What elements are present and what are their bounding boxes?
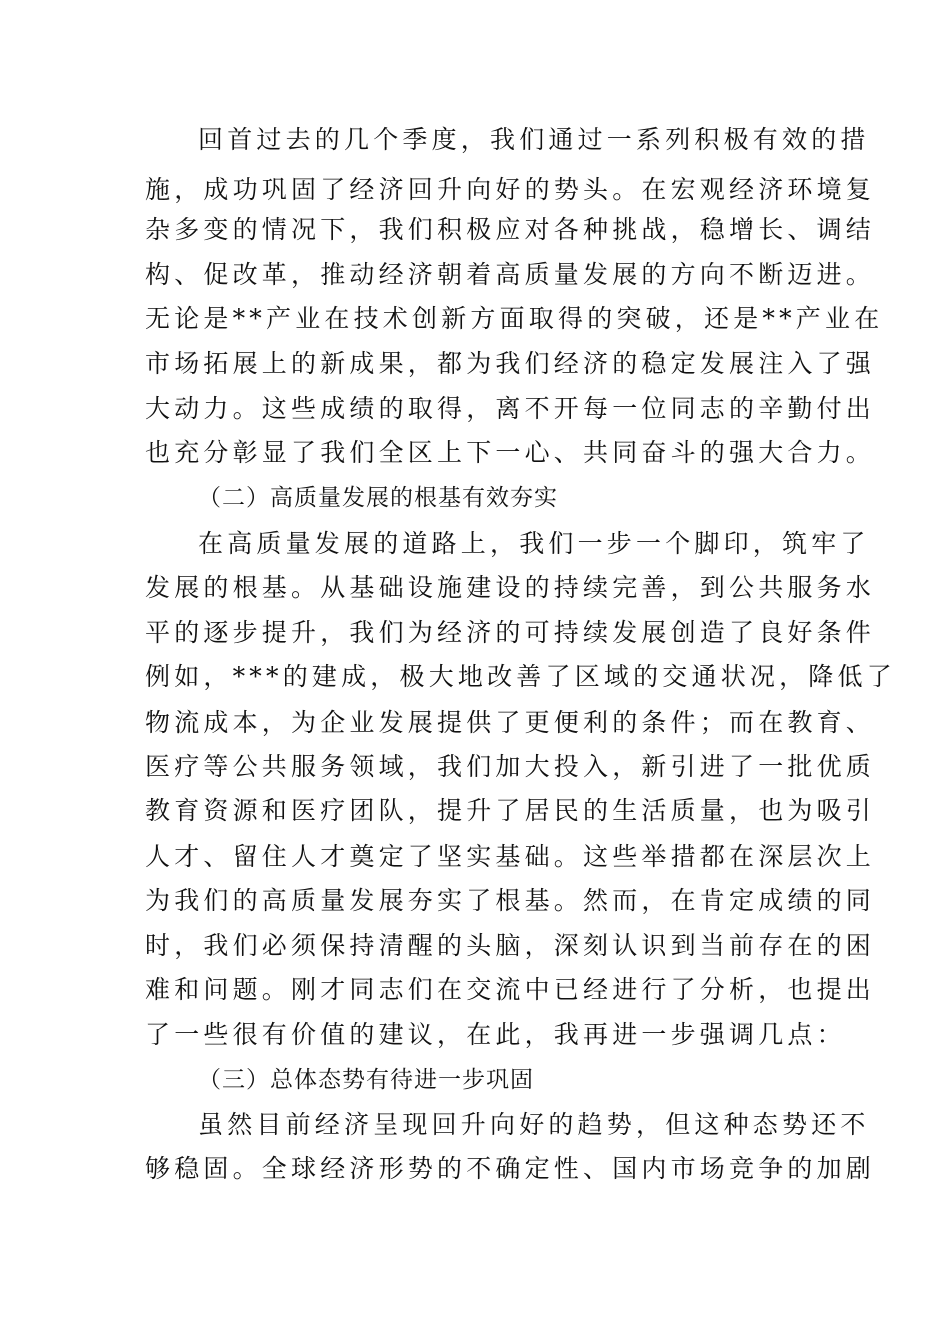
paragraph-line: 够稳固。全球经济形势的不确定性、国内市场竞争的加剧 bbox=[145, 1154, 876, 1183]
paragraph-line: 回首过去的几个季度，我们通过一系列积极有效的措 bbox=[198, 125, 870, 154]
paragraph-line: 虽然目前经济呈现回升向好的趋势，但这种态势还不 bbox=[198, 1110, 870, 1139]
paragraph-line: 构、促改革，推动经济朝着高质量发展的方向不断迈进。 bbox=[145, 260, 876, 289]
paragraph-line: 施，成功巩固了经济回升向好的势头。在宏观经济环境复 bbox=[145, 175, 876, 204]
paragraph-line: 了一些很有价值的建议，在此，我再进一步强调几点： bbox=[145, 1020, 846, 1049]
paragraph-line: 例如，***的建成，极大地改善了区域的交通状况，降低了 bbox=[145, 662, 896, 691]
paragraph-line: 人才、留住人才奠定了坚实基础。这些举措都在深层次上 bbox=[145, 842, 876, 871]
paragraph-line: 杂多变的情况下，我们积极应对各种挑战，稳增长、调结 bbox=[145, 215, 876, 244]
paragraph-line: 医疗等公共服务领域，我们加大投入，新引进了一批优质 bbox=[145, 752, 876, 781]
paragraph-line: 物流成本，为企业发展提供了更便利的条件；而在教育、 bbox=[145, 708, 876, 737]
paragraph-line: 大动力。这些成绩的取得，离不开每一位同志的辛勤付出 bbox=[145, 394, 876, 423]
paragraph-line: 平的逐步提升，我们为经济的可持续发展创造了良好条件 bbox=[145, 618, 876, 647]
paragraph-line: 难和问题。刚才同志们在交流中已经进行了分析，也提出 bbox=[145, 975, 876, 1004]
paragraph-line: 教育资源和医疗团队，提升了居民的生活质量，也为吸引 bbox=[145, 796, 876, 825]
paragraph-line: 为我们的高质量发展夯实了根基。然而，在肯定成绩的同 bbox=[145, 886, 876, 915]
paragraph-line: 也充分彰显了我们全区上下一心、共同奋斗的强大合力。 bbox=[145, 438, 876, 467]
paragraph-line: 发展的根基。从基础设施建设的持续完善，到公共服务水 bbox=[145, 573, 876, 602]
paragraph-line: 在高质量发展的道路上，我们一步一个脚印，筑牢了 bbox=[198, 529, 870, 558]
section-heading: （三）总体态势有待进一步巩固 bbox=[198, 1067, 534, 1093]
section-heading: （二）高质量发展的根基有效夯实 bbox=[198, 485, 558, 511]
paragraph-line: 市场拓展上的新成果，都为我们经济的稳定发展注入了强 bbox=[145, 349, 876, 378]
paragraph-line: 时，我们必须保持清醒的头脑，深刻认识到当前存在的困 bbox=[145, 931, 876, 960]
paragraph-line: 无论是**产业在技术创新方面取得的突破，还是**产业在 bbox=[145, 304, 884, 333]
